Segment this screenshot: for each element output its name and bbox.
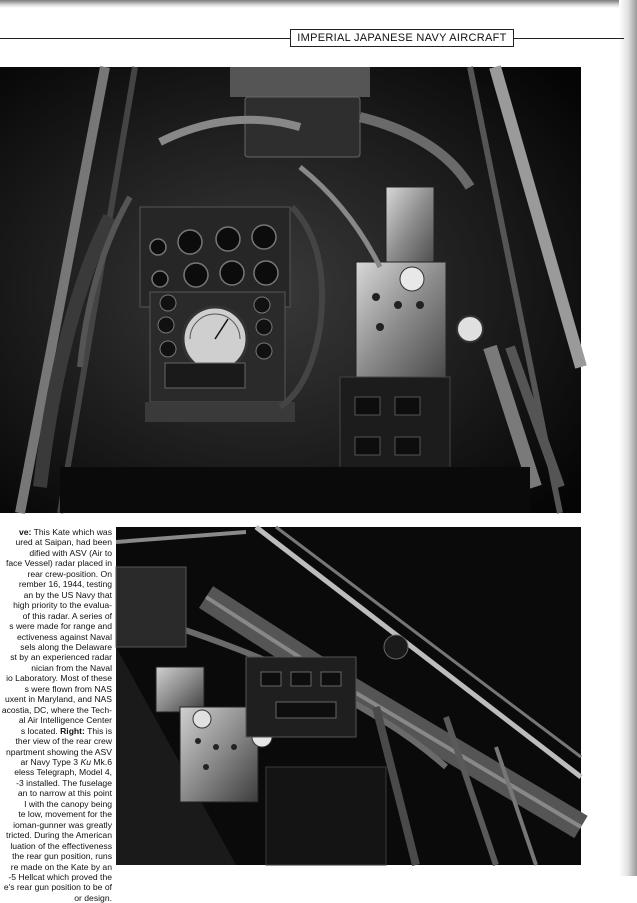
caption-line: eless Telegraph, Model 4, (14, 767, 112, 778)
caption-line: an to narrow at this point (17, 788, 112, 799)
running-header (290, 29, 514, 47)
caption-line: te low, movement for the (18, 809, 112, 820)
caption-line: s were made for range and (9, 621, 112, 632)
caption-line: st by an experienced radar (10, 652, 112, 663)
page-top-shadow (0, 0, 637, 8)
caption-line: io Laboratory. Most of these (6, 673, 112, 684)
caption-line: This Kate which was (33, 527, 112, 537)
caption-line: al Air Intelligence Center (18, 715, 112, 726)
caption-line: an by the US Navy that (23, 589, 112, 600)
caption-line: This is (87, 725, 112, 736)
caption-line: high priority to the evalua- (13, 600, 112, 611)
caption-ku-italic: Ku (80, 756, 91, 767)
photo-caption (0, 527, 112, 903)
caption-line: nician from the Naval (31, 662, 112, 673)
running-header-title: IMPERIAL JAPANESE NAVY AIRCRAFT (297, 32, 507, 44)
caption-line: e's rear gun position to be of (3, 882, 112, 893)
caption-line: rember 16, 1944, testing (18, 579, 112, 590)
caption-line: tricted. During the American (5, 830, 112, 841)
caption-above-label: ve: (19, 527, 32, 537)
caption-line: uxent in Maryland, and NAS (4, 694, 112, 705)
photo-cockpit-radar-bottom (116, 527, 581, 865)
caption-line: of this radar. A series of (22, 610, 112, 621)
caption-line: dified with ASV (Air to (29, 547, 112, 558)
caption-right-label: Right: (60, 725, 85, 736)
caption-line: ured at Saipan, had been (15, 537, 112, 548)
caption-line: ar Navy Type 3 (20, 756, 79, 767)
caption-line: s located. (20, 725, 58, 736)
caption-line: acostia, DC, where the Tech- (1, 704, 112, 715)
caption-line: -3 installed. The fuselage (16, 777, 112, 788)
photo-cockpit-radar-top (0, 67, 581, 513)
photo-top-drawing (0, 67, 581, 513)
caption-line: rear crew-position. On (27, 568, 112, 579)
photo-bottom-drawing (116, 527, 581, 865)
caption-line: I with the canopy being (24, 798, 112, 809)
caption-line: s were flown from NAS (24, 683, 112, 694)
page-binding-shadow (619, 0, 637, 876)
caption-line: ectiveness against Naval (16, 631, 112, 642)
caption-line: face Vessel) radar placed in (5, 558, 112, 569)
caption-line: npartment showing the ASV (5, 746, 112, 757)
caption-line: ther view of the rear crew (15, 736, 112, 747)
caption-line: or design. (74, 892, 112, 903)
caption-line: -5 Hellcat which proved the (8, 871, 112, 882)
header-rule-right (514, 38, 624, 39)
caption-line: Mk.6 (93, 756, 112, 767)
caption-line: sels along the Delaware (20, 641, 112, 652)
header-rule-left (0, 38, 290, 39)
caption-line: ioman-gunner was greatly (13, 819, 112, 830)
caption-line: the rear gun position, runs (12, 851, 112, 862)
caption-line: luation of the effectiveness (10, 840, 112, 851)
caption-line: re made on the Kate by an (10, 861, 112, 872)
